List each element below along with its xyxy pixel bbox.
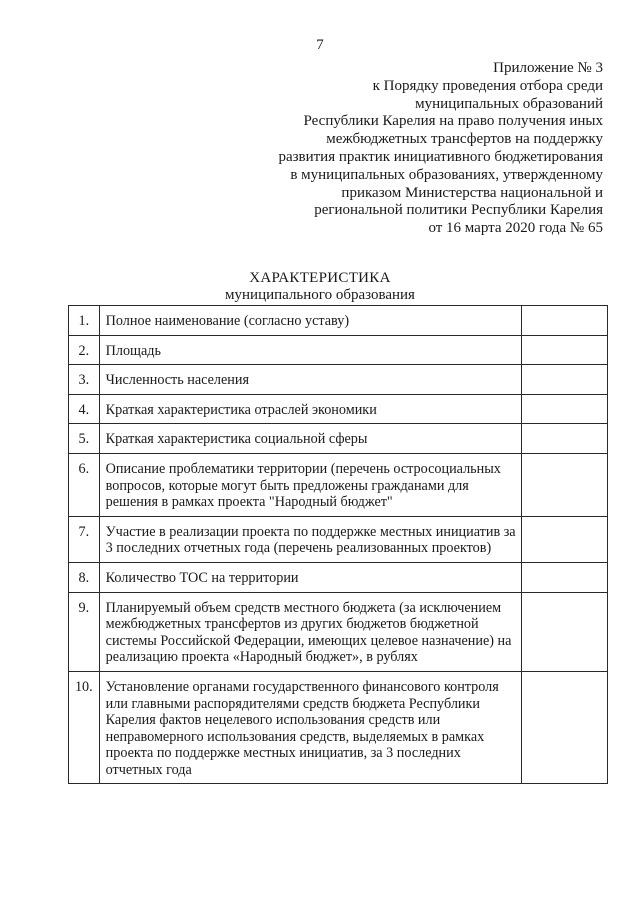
row-value-cell [521, 671, 607, 784]
row-description: Количество ТОС на территории [99, 562, 521, 592]
row-value-cell [521, 394, 607, 424]
row-number: 3. [69, 365, 100, 395]
row-number: 2. [69, 335, 100, 365]
row-description: Площадь [99, 335, 521, 365]
table-row [69, 306, 608, 336]
row-number: 7. [69, 516, 100, 562]
row-value-cell [521, 516, 607, 562]
row-description: Планируемый объем средств местного бюджета (за исключением межбюджетных трансфертов из других бюджетов бюджетной системы Российской Федерации, имеющих целевое назначение) на реализацию проекта «Народный бюджет», в рублях [99, 592, 521, 671]
row-number: 8. [69, 562, 100, 592]
document-title: ХАРАКТЕРИСТИКА [249, 270, 391, 286]
appendix-line: развития практик инициативного бюджетирования [278, 148, 603, 165]
row-number: 4. [69, 394, 100, 424]
table-row [69, 592, 608, 671]
appendix-line: межбюджетных трансфертов на поддержку [326, 131, 603, 148]
appendix-line: от 16 марта 2020 года № 65 [428, 220, 603, 237]
table-row [69, 562, 608, 592]
row-description: Участие в реализации проекта по поддержке местных инициатив за 3 последних отчетных года (перечень реализованных проектов) [99, 516, 521, 562]
row-description: Установление органами государственного финансового контроля или главными распорядителями средств бюджета Республики Карелия фактов нецелевого использования средств или неправомерного использования средств, выделяемых в рамках проекта по поддержке местных инициатив, за 3 последних отчетных года [99, 671, 521, 784]
row-number: 5. [69, 424, 100, 454]
row-description: Описание проблематики территории (перечень остросоциальных вопросов, которые могут быть предложены гражданами для решения в рамках проекта "Народный бюджет" [99, 453, 521, 516]
table-row [69, 453, 608, 516]
table-row [69, 365, 608, 395]
appendix-line: муниципальных образований [415, 95, 603, 112]
appendix-line: приказом Министерства национальной и [341, 184, 603, 201]
appendix-line: Приложение № 3 [493, 60, 603, 76]
page-number: 7 [316, 37, 324, 53]
row-description: Численность населения [99, 365, 521, 395]
table-row [69, 335, 608, 365]
row-description: Краткая характеристика социальной сферы [99, 424, 521, 454]
row-number: 10. [69, 671, 100, 784]
document-subtitle: муниципального образования [225, 287, 415, 303]
table-row [69, 394, 608, 424]
row-value-cell [521, 453, 607, 516]
row-number: 6. [69, 453, 100, 516]
row-number: 9. [69, 592, 100, 671]
row-value-cell [521, 424, 607, 454]
row-value-cell [521, 592, 607, 671]
table-row [69, 424, 608, 454]
appendix-header [183, 60, 603, 238]
row-number: 1. [69, 306, 100, 336]
row-description: Полное наименование (согласно уставу) [99, 306, 521, 336]
row-value-cell [521, 306, 607, 336]
appendix-line: Республики Карелия на право получения иных [303, 113, 603, 130]
characteristics-table [68, 305, 608, 784]
table-row [69, 516, 608, 562]
row-value-cell [521, 365, 607, 395]
row-description: Краткая характеристика отраслей экономики [99, 394, 521, 424]
table-row [69, 671, 608, 784]
row-value-cell [521, 335, 607, 365]
appendix-line: к Порядку проведения отбора среди [372, 77, 603, 94]
appendix-line: в муниципальных образованиях, утвержденному [290, 166, 603, 183]
row-value-cell [521, 562, 607, 592]
appendix-line: региональной политики Республики Карелия [314, 202, 603, 219]
